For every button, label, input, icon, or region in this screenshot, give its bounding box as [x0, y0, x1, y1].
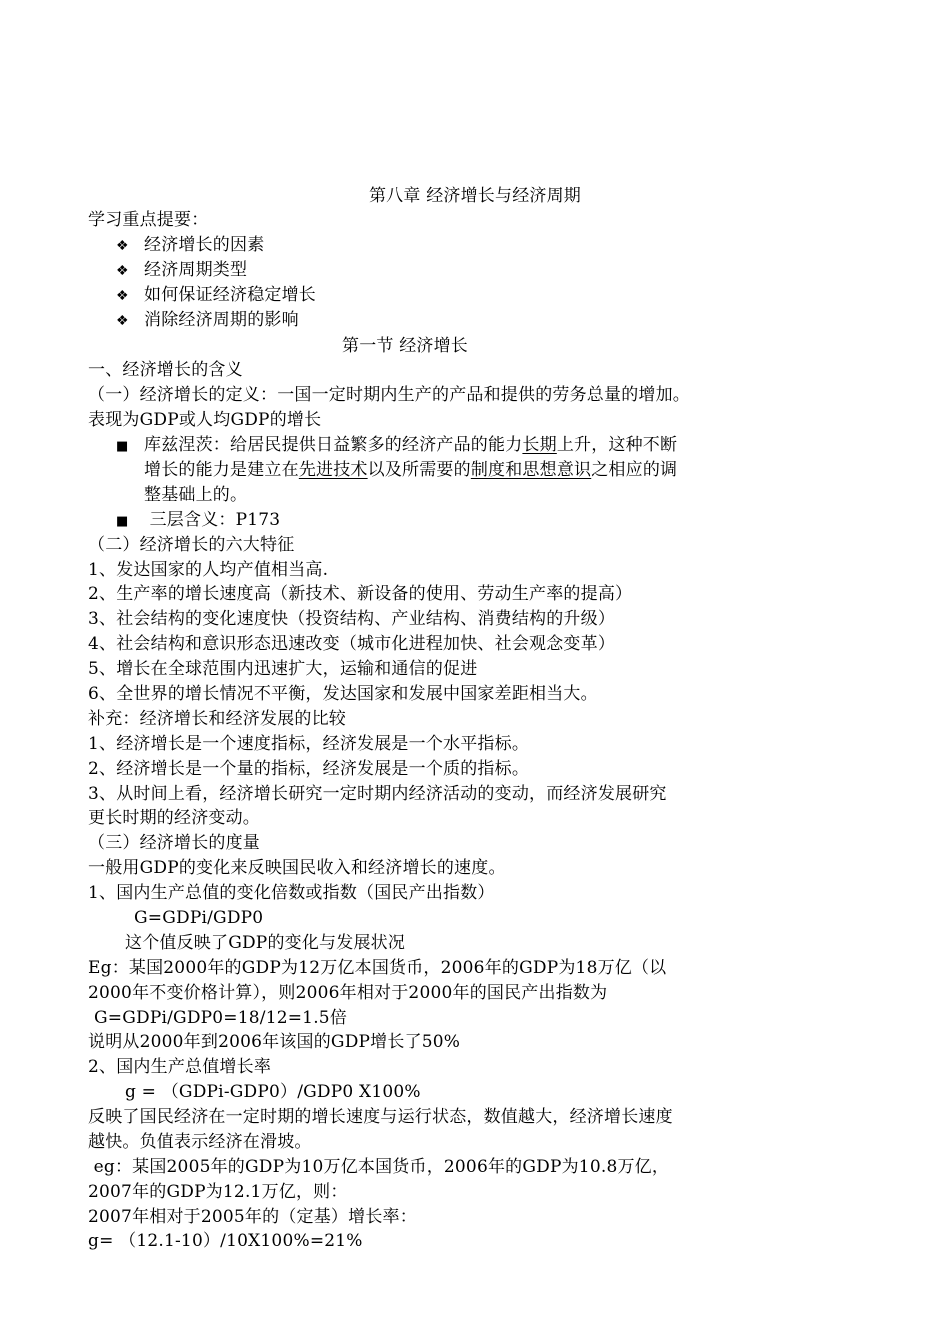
measure-1-formula: G=GDPi/GDP0	[134, 908, 264, 928]
measure-2-formula: g = （GDPi-GDP0）/GDP0 X100%	[125, 1082, 421, 1102]
key-point-item: ❖ 消除经济周期的影响	[116, 308, 299, 333]
key-point-item: ❖ 如何保证经济稳定增长	[116, 283, 316, 308]
three-layers-line: ■ 三层含义：P173	[116, 508, 280, 534]
section-title: 第一节 经济增长	[342, 336, 469, 356]
definition-line: 表现为GDP或人均GDP的增长	[88, 410, 322, 430]
measure-intro: 一般用GDP的变化来反映国民收入和经济增长的速度。	[88, 858, 506, 878]
example-2-line: 2007年的GDP为12.1万亿，则：	[88, 1182, 348, 1202]
heading-measure: （三）经济增长的度量	[88, 833, 260, 853]
square-bullet-icon: ■	[116, 514, 129, 529]
kuznets-line: 增长的能力是建立在先进技术以及所需要的制度和思想意识之相应的调	[144, 460, 678, 480]
compare-item: 2、经济增长是一个量的指标，经济发展是一个质的指标。	[88, 759, 530, 779]
example-1-line: Eg：某国2000年的GDP为12万亿本国货币，2006年的GDP为18万亿（以	[88, 958, 667, 978]
key-points-label: 学习重点提要：	[88, 210, 209, 230]
key-point-item: ❖ 经济增长的因素	[116, 233, 264, 258]
feature-item: 1、发达国家的人均产值相当高.	[88, 560, 329, 580]
example-1-result: 说明从2000年到2006年该国的GDP增长了50%	[88, 1032, 461, 1052]
diamond-bullet-icon: ❖	[116, 263, 129, 279]
square-bullet-icon: ■	[116, 439, 129, 454]
feature-item: 4、社会结构和意识形态迅速改变（城市化进程加快、社会观念变革）	[88, 634, 616, 654]
measure-2-desc: 越快。负值表示经济在滑坡。	[88, 1132, 312, 1152]
measure-2-desc: 反映了国民经济在一定时期的增长速度与运行状态，数值越大，经济增长速度	[88, 1107, 673, 1127]
example-2-line: eg：某国2005年的GDP为10万亿本国货币，2006年的GDP为10.8万亿，	[88, 1157, 670, 1177]
compare-item: 1、经济增长是一个速度指标，经济发展是一个水平指标。	[88, 734, 530, 754]
kuznets-line: 整基础上的。	[144, 485, 248, 505]
example-2-line: 2007年相对于2005年的（定基）增长率：	[88, 1207, 417, 1227]
diamond-bullet-icon: ❖	[116, 288, 129, 304]
measure-1-note: 这个值反映了GDP的变化与发展状况	[125, 933, 406, 953]
feature-item: 2、生产率的增长速度高（新技术、新设备的使用、劳动生产率的提高）	[88, 584, 633, 604]
example-1-calc: G=GDPi/GDP0=18/12=1.5倍	[94, 1008, 348, 1028]
feature-item: 3、社会结构的变化速度快（投资结构、产业结构、消费结构的升级）	[88, 609, 616, 629]
diamond-bullet-icon: ❖	[116, 238, 129, 254]
example-2-calc: g= （12.1-10）/10X100%=21%	[88, 1231, 363, 1251]
heading-features: （二）经济增长的六大特征	[88, 535, 295, 555]
kuznets-line: ■ 库兹涅茨：给居民提供日益繁多的经济产品的能力长期上升，这种不断	[116, 433, 677, 459]
chapter-title: 第八章 经济增长与经济周期	[368, 186, 581, 206]
key-point-item: ❖ 经济周期类型	[116, 258, 247, 283]
definition-line: （一）经济增长的定义：一国一定时期内生产的产品和提供的劳务总量的增加。	[88, 385, 690, 405]
feature-item: 5、增长在全球范围内迅速扩大，运输和通信的促进	[88, 659, 478, 679]
supplement-heading: 补充：经济增长和经济发展的比较	[88, 709, 346, 729]
diamond-bullet-icon: ❖	[116, 313, 129, 329]
heading-meaning: 一、经济增长的含义	[88, 360, 243, 380]
example-1-line: 2000年不变价格计算），则2006年相对于2000年的国民产出指数为	[88, 983, 608, 1003]
measure-1-title: 1、国内生产总值的变化倍数或指数（国民产出指数）	[88, 883, 495, 903]
feature-item: 6、全世界的增长情况不平衡，发达国家和发展中国家差距相当大。	[88, 684, 598, 704]
compare-item: 更长时期的经济变动。	[88, 808, 260, 828]
measure-2-title: 2、国内生产总值增长率	[88, 1057, 272, 1077]
compare-item: 3、从时间上看，经济增长研究一定时期内经济活动的变动，而经济发展研究	[88, 784, 667, 804]
